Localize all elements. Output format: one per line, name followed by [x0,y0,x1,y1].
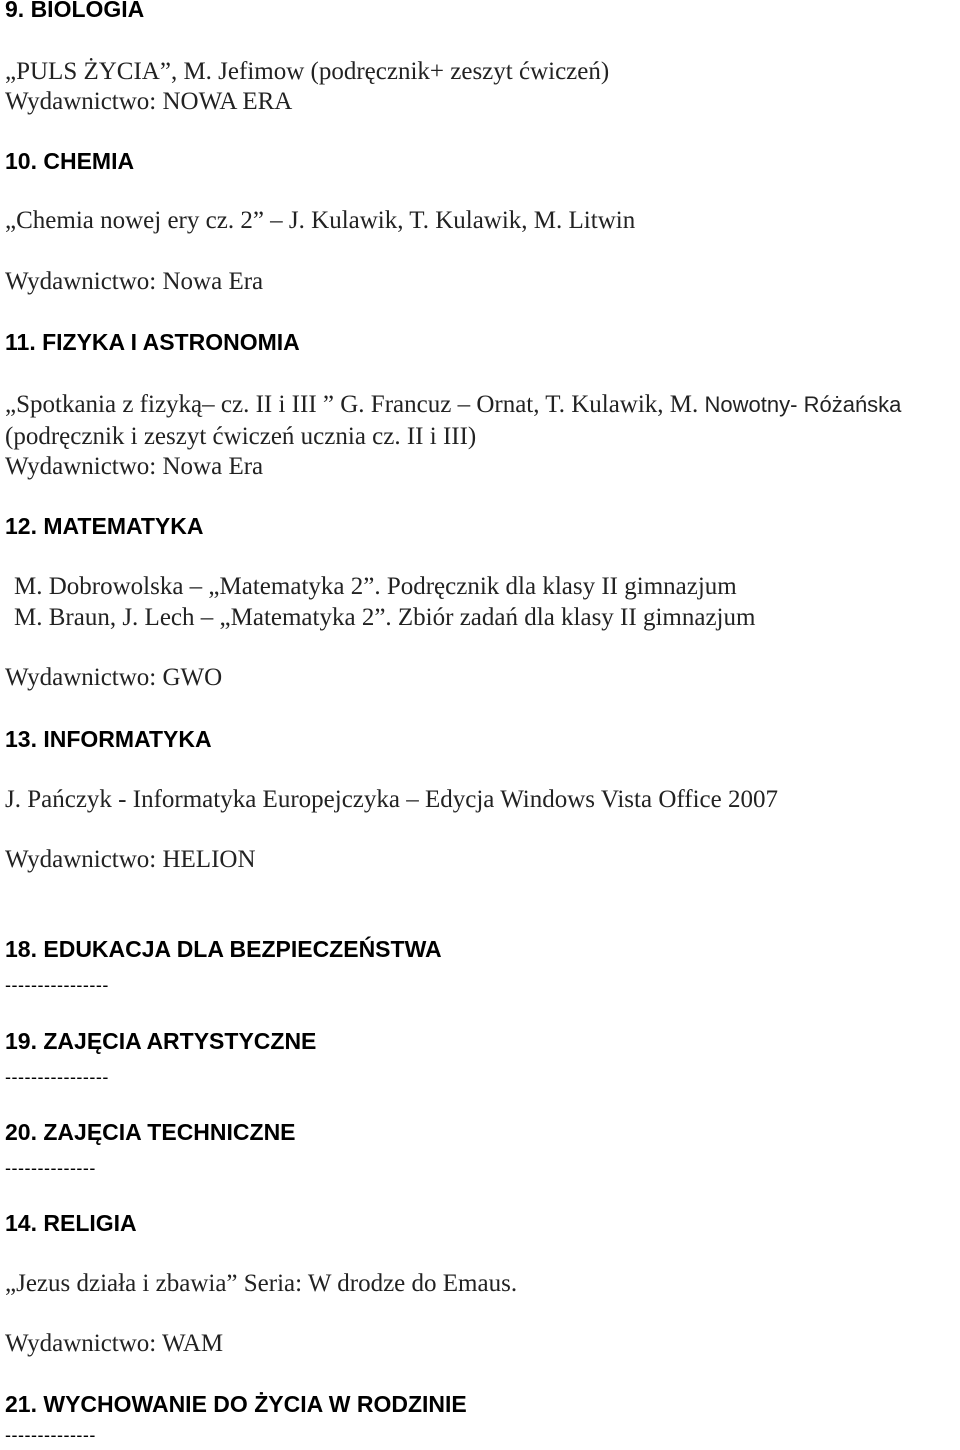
fizyka-book-author-last: Nowotny- Różańska [704,392,902,417]
fizyka-publisher: Wydawnictwo: Nowa Era [5,453,264,480]
religia-publisher: Wydawnictwo: WAM [5,1330,224,1357]
biologia-book: „PULS ŻYCIA”, M. Jefimow (podręcznik+ zeszyt ćwiczeń) [5,58,610,85]
religia-book: „Jezus działa i zbawia” Seria: W drodze do Emaus. [5,1270,518,1297]
chemia-book: „Chemia nowej ery cz. 2” – J. Kulawik, T. Kulawik, M. Litwin [5,207,636,234]
section-heading-religia: 14. RELIGIA [5,1210,137,1236]
biologia-publisher: Wydawnictwo: NOWA ERA [5,88,293,115]
artystyczne-dashes: ---------------- [5,1067,109,1087]
section-heading-chemia: 10. CHEMIA [5,148,135,174]
chemia-publisher: Wydawnictwo: Nowa Era [5,268,264,295]
wdz-dashes: -------------- [5,1425,96,1445]
fizyka-book-authors: „Spotkania z fizyką– cz. II i III ” G. Francuz – Ornat, T. Kulawik, M. [5,391,705,418]
section-heading-wdz: 21. WYCHOWANIE DO ŻYCIA W RODZINIE [5,1391,467,1417]
matematyka-publisher: Wydawnictwo: GWO [5,664,223,691]
edb-dashes: ---------------- [5,975,109,995]
matematyka-book-2: M. Braun, J. Lech – „Matematyka 2”. Zbiór zadań dla klasy II gimnazjum [14,604,756,631]
section-heading-edb: 18. EDUKACJA DLA BEZPIECZEŃSTWA [5,936,442,962]
techniczne-dashes: -------------- [5,1158,96,1178]
informatyka-book: J. Pańczyk - Informatyka Europejczyka – Edycja Windows Vista Office 2007 [5,786,778,813]
section-heading-techniczne: 20. ZAJĘCIA TECHNICZNE [5,1119,296,1145]
section-heading-matematyka: 12. MATEMATYKA [5,513,204,539]
informatyka-publisher: Wydawnictwo: HELION [5,846,256,873]
section-heading-artystyczne: 19. ZAJĘCIA ARTYSTYCZNE [5,1028,317,1054]
fizyka-book [5,390,901,420]
fizyka-note: (podręcznik i zeszyt ćwiczeń ucznia cz. II i III) [5,423,477,450]
section-heading-informatyka: 13. INFORMATYKA [5,726,212,752]
matematyka-book-1: M. Dobrowolska – „Matematyka 2”. Podręcznik dla klasy II gimnazjum [14,573,737,600]
section-heading-fizyka: 11. FIZYKA I ASTRONOMIA [5,329,300,355]
section-heading-biologia: 9. BIOLOGIA [5,0,145,22]
